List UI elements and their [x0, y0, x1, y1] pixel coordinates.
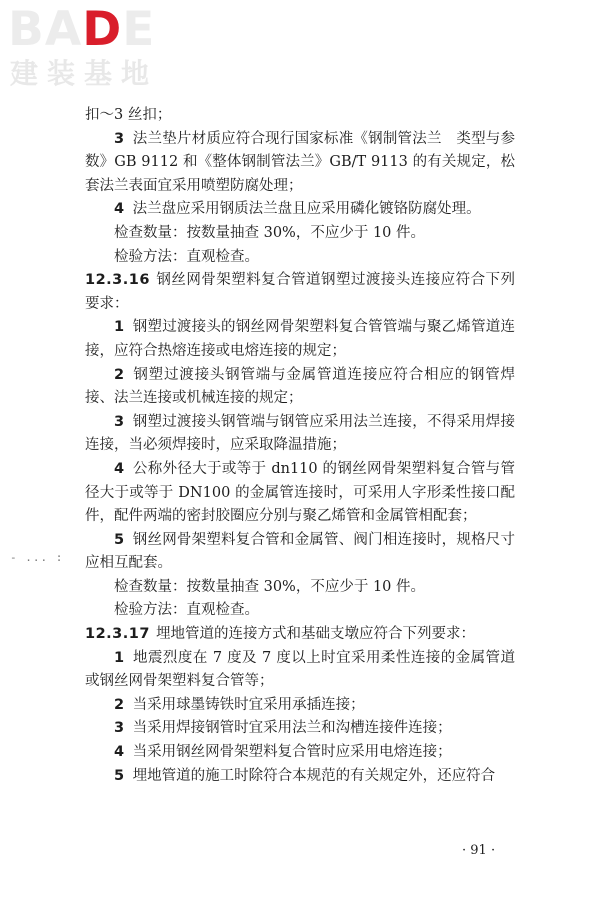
item-number: 5	[114, 767, 125, 784]
list-item	[85, 128, 515, 199]
document-body	[85, 104, 515, 788]
wordmark-accent-letter: D	[82, 2, 123, 57]
section-number: 12.3.17	[85, 626, 150, 643]
list-item	[85, 411, 515, 458]
item-text: 法兰垫片材质应符合现行国家标准《钢制管法兰 类型与参数》GB 9112 和《整体钢制管法兰》GB/T 9113 的有关规定，松套法兰表面宜采用喷塑防腐处理；	[85, 130, 515, 194]
item-number: 4	[114, 744, 125, 761]
bade-wordmark	[8, 2, 156, 57]
item-number: 3	[114, 413, 125, 430]
wordmark-part-1: BA	[8, 2, 83, 57]
line-text: 检查数量：按数量抽查 30%，不应少于 10 件。	[114, 578, 426, 595]
section-number: 12.3.16	[85, 272, 150, 289]
inspection-method	[85, 599, 515, 623]
section-clause	[85, 623, 515, 647]
line-text: 扣～3 丝扣；	[85, 107, 172, 123]
margin-scan-mark: - ... :	[10, 551, 64, 564]
list-item	[85, 765, 515, 789]
item-number: 2	[114, 366, 125, 383]
list-item	[85, 316, 515, 363]
item-text: 钢丝网骨架塑料复合管和金属管、阀门相连接时，规格尺寸应相互配套。	[85, 531, 515, 572]
item-number: 1	[114, 319, 125, 336]
item-number: 3	[114, 720, 125, 737]
item-text: 钢塑过渡接头的钢丝网骨架塑料复合管管端与聚乙烯管道连接，应符合热熔连接或电熔连接的规定；	[85, 319, 515, 359]
item-number: 1	[114, 649, 125, 666]
inspection-method	[85, 246, 515, 270]
section-text: 埋地管道的连接方式和基础支墩应符合下列要求：	[155, 626, 475, 643]
wordmark-part-3: E	[122, 2, 156, 57]
section-text: 钢丝网骨架塑料复合管道钢塑过渡接头连接应符合下列要求：	[85, 272, 515, 312]
inspection-quantity	[85, 576, 515, 600]
inspection-quantity	[85, 222, 515, 246]
item-text: 当采用钢丝网骨架塑料复合管时应采用电熔连接；	[132, 744, 452, 761]
item-number: 4	[114, 460, 125, 477]
list-item	[85, 458, 515, 529]
item-text: 公称外径大于或等于 dn110 的钢丝网骨架塑料复合管与管径大于或等于 DN100 的金属管连接时，可采用人字形柔性接口配件，配件两端的密封胶圈应分别与聚乙烯管和金属管相配套；	[85, 460, 515, 525]
list-item	[85, 694, 515, 718]
watermark-subtitle: 建装基地	[10, 57, 159, 90]
bade-watermark-logo	[8, 2, 178, 96]
list-item	[85, 529, 515, 576]
text-line	[85, 104, 515, 128]
line-text: 检查数量：按数量抽查 30%，不应少于 10 件。	[114, 224, 426, 241]
item-text: 埋地管道的施工时除符合本规范的有关规定外，还应符合	[132, 767, 496, 784]
item-text: 钢塑过渡接头钢管端与金属管道连接应符合相应的钢管焊接、法兰连接或机械连接的规定；	[85, 366, 515, 407]
list-item	[85, 741, 515, 765]
line-text: 检验方法：直观检查。	[114, 602, 259, 619]
list-item	[85, 717, 515, 741]
line-text: 检验方法：直观检查。	[114, 248, 259, 265]
section-clause	[85, 269, 515, 316]
list-item	[85, 198, 515, 222]
list-item	[85, 364, 515, 411]
item-number: 4	[114, 201, 125, 218]
page-number: · 91 ·	[462, 843, 496, 858]
item-text: 钢塑过渡接头钢管端与钢管应采用法兰连接，不得采用焊接连接，当必须焊接时，应采取降温措施；	[85, 413, 515, 454]
item-number: 5	[114, 531, 125, 548]
item-text: 地震烈度在 7 度及 7 度以上时宜采用柔性连接的金属管道或钢丝网骨架塑料复合管等；	[85, 649, 515, 690]
item-number: 2	[114, 696, 125, 713]
item-text: 当采用球墨铸铁时宜采用承插连接；	[132, 696, 365, 713]
item-number: 3	[114, 130, 125, 147]
item-text: 法兰盘应采用钢质法兰盘且应采用磷化镀铬防腐处理。	[132, 201, 481, 218]
list-item	[85, 647, 515, 694]
item-text: 当采用焊接钢管时宜采用法兰和沟槽连接件连接；	[132, 720, 452, 737]
